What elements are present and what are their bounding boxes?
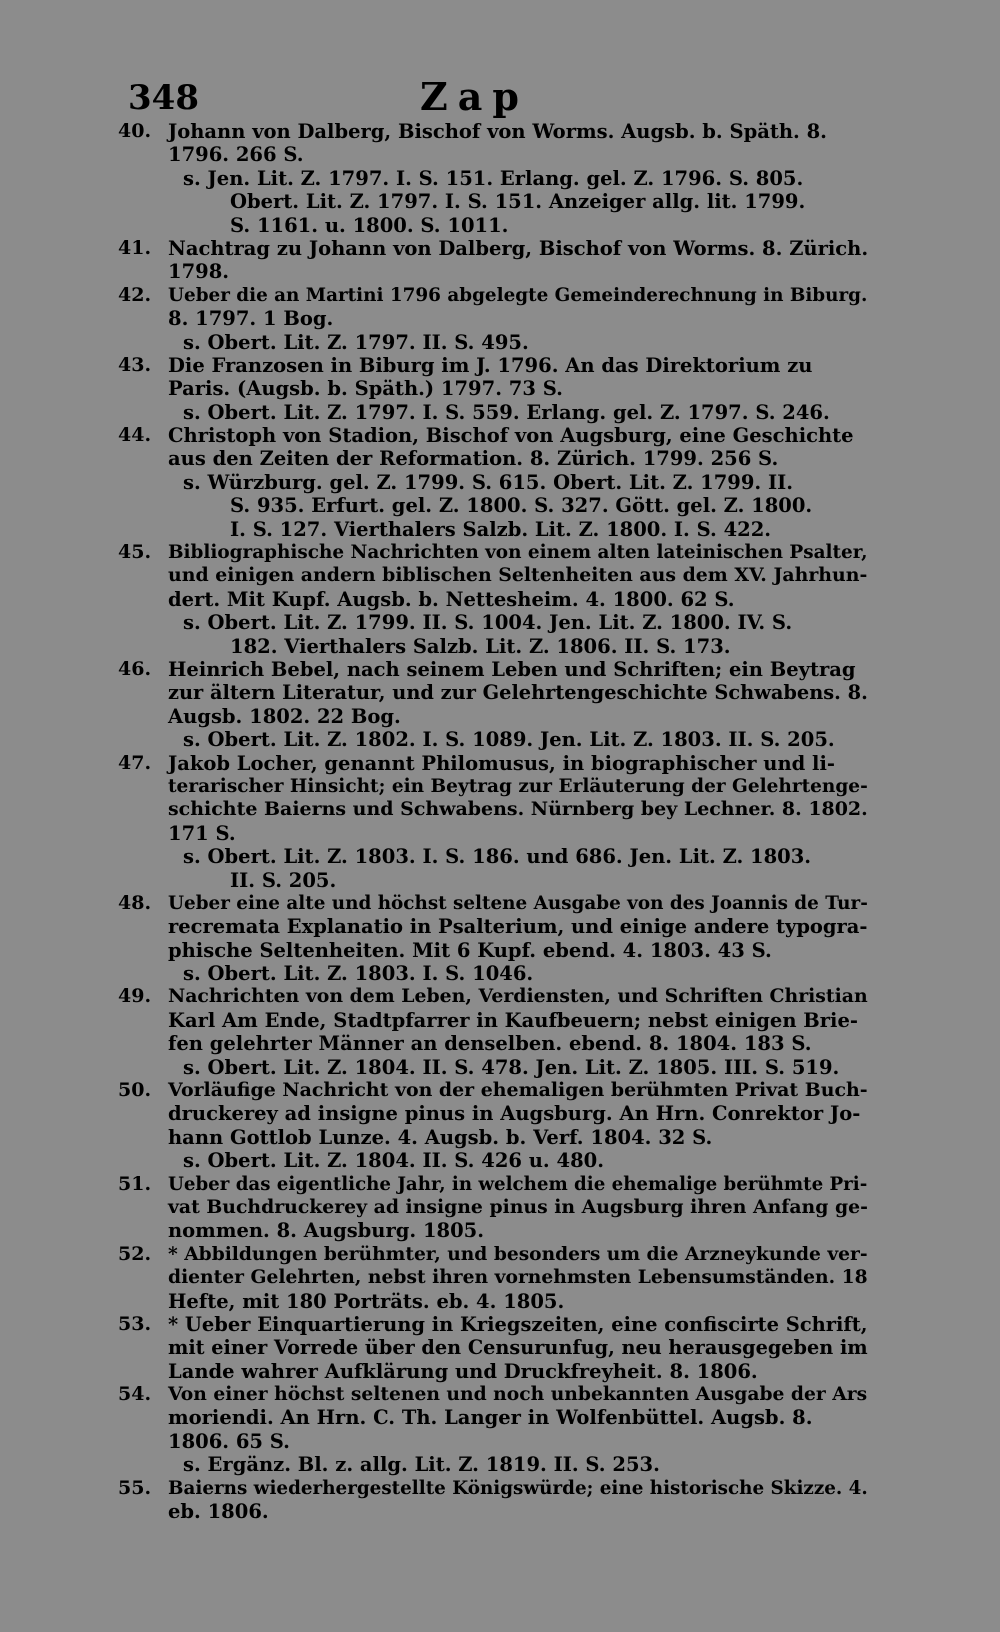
entry-number: 51. bbox=[118, 1172, 152, 1195]
entry-text-line: terarischer Hinsicht; ein Beytrag zur Erläuterung der Gelehrtenge- bbox=[168, 775, 868, 797]
entry-text-line: * Ueber Einquartierung in Kriegszeiten, eine confiscirte Schrift, bbox=[168, 1312, 868, 1336]
bibliography-entry bbox=[0, 424, 1000, 541]
page-number: 348 bbox=[128, 78, 199, 118]
entry-number: 42. bbox=[118, 283, 152, 306]
bibliography-entry bbox=[0, 658, 1000, 752]
bibliography-entry bbox=[0, 892, 1000, 986]
entry-number: 41. bbox=[118, 236, 152, 259]
entry-text-line: Lande wahrer Aufklärung und Druckfreyheit. 8. 1806. bbox=[168, 1359, 758, 1383]
bibliography-entry bbox=[0, 752, 1000, 892]
entry-text-line: 1798. bbox=[168, 260, 230, 284]
entry-text-line: 8. 1797. 1 Bog. bbox=[168, 307, 334, 331]
entry-reference-line: s. Obert. Lit. Z. 1802. I. S. 1089. Jen. Lit. Z. 1803. II. S. 205. bbox=[183, 728, 835, 752]
entry-text-line: Hefte, mit 180 Porträts. eb. 4. 1805. bbox=[168, 1289, 565, 1313]
entry-reference-line: s. Obert. Lit. Z. 1803. I. S. 1046. bbox=[183, 962, 534, 986]
entry-text-line: dert. Mit Kupf. Augsb. b. Nettesheim. 4. 1800. 62 S. bbox=[168, 587, 735, 611]
entry-text-line: Nachtrag zu Johann von Dalberg, Bischof von Worms. 8. Zürich. bbox=[168, 236, 869, 260]
entry-number: 40. bbox=[118, 120, 152, 142]
entry-reference-line: s. Obert. Lit. Z. 1804. II. S. 478. Jen. Lit. Z. 1805. III. S. 519. bbox=[183, 1055, 840, 1079]
entry-reference-line: II. S. 205. bbox=[230, 868, 337, 892]
entry-reference-line: S. 1161. u. 1800. S. 1011. bbox=[230, 213, 509, 237]
bibliography-entry bbox=[0, 120, 1000, 237]
entry-text-line: phische Seltenheiten. Mit 6 Kupf. ebend. 4. 1803. 43 S. bbox=[168, 938, 772, 962]
bibliography-entry bbox=[0, 985, 1000, 1079]
entry-text-line: dienter Gelehrten, nebst ihren vornehmsten Lebensumständen. 18 bbox=[168, 1266, 868, 1289]
entry-text-line: Augsb. 1802. 22 Bog. bbox=[168, 704, 401, 728]
entry-text-line: druckerey ad insigne pinus in Augsburg. An Hrn. Conrektor Jo- bbox=[168, 1102, 861, 1126]
entry-text-line: 1796. 266 S. bbox=[168, 143, 304, 167]
entry-reference-line: s. Obert. Lit. Z. 1799. II. S. 1004. Jen. Lit. Z. 1800. IV. S. bbox=[183, 611, 793, 635]
bibliography-entry bbox=[0, 1079, 1000, 1173]
entry-text-line: Ueber das eigentliche Jahr, in welchem die ehemalige berühmte Pri- bbox=[168, 1173, 868, 1195]
entry-text-line: Baierns wiederhergestellte Königswürde; eine historische Skizze. 4. bbox=[168, 1477, 868, 1499]
entry-number: 49. bbox=[118, 985, 152, 1008]
entry-number: 43. bbox=[118, 353, 152, 376]
entry-reference-line: s. Obert. Lit. Z. 1797. I. S. 559. Erlang. gel. Z. 1797. S. 246. bbox=[183, 400, 830, 424]
bibliography-entry bbox=[0, 237, 1000, 284]
entry-text-line: Von einer höchst seltenen und noch unbekannten Ausgabe der Ars bbox=[168, 1383, 868, 1406]
entry-text-line: vat Buchdruckerey ad insigne pinus in Augsburg ihren Anfang ge- bbox=[168, 1195, 868, 1218]
entry-text-line: Ueber eine alte und höchst seltene Ausgabe von des Joannis de Tur- bbox=[168, 892, 868, 914]
entry-number: 46. bbox=[118, 657, 152, 680]
entry-text-line: * Abbildungen berühmter, und besonders um die Arzneykunde ver- bbox=[168, 1242, 868, 1265]
bibliography-entry bbox=[0, 541, 1000, 658]
entry-number: 47. bbox=[118, 751, 152, 774]
entry-text-line: Heinrich Bebel, nach seinem Leben und Schriften; ein Beytrag bbox=[168, 657, 856, 681]
entry-reference-line: s. Jen. Lit. Z. 1797. I. S. 151. Erlang. gel. Z. 1796. S. 805. bbox=[183, 166, 804, 190]
entry-reference-line: s. Obert. Lit. Z. 1797. II. S. 495. bbox=[183, 330, 529, 354]
running-head: Zap bbox=[420, 74, 529, 119]
entry-text-line: Bibliographische Nachrichten von einem alten lateinischen Psalter, bbox=[168, 542, 868, 564]
bibliography-entry bbox=[0, 1173, 1000, 1243]
entry-text-line: Christoph von Stadion, Bischof von Augsburg, eine Geschichte bbox=[168, 424, 854, 448]
entry-text-line: fen gelehrter Männer an denselben. ebend. 8. 1804. 183 S. bbox=[168, 1032, 812, 1056]
entry-text-line: und einigen andern biblischen Seltenheiten aus dem XV. Jahrhun- bbox=[168, 564, 868, 587]
entry-text-line: Ueber die an Martini 1796 abgelegte Gemeinderechnung in Biburg. bbox=[168, 284, 868, 306]
entry-text-line: 1806. 65 S. bbox=[168, 1429, 290, 1453]
entry-number: 50. bbox=[118, 1079, 152, 1102]
entry-text-line: hann Gottlob Lunze. 4. Augsb. b. Verf. 1804. 32 S. bbox=[168, 1125, 713, 1149]
entry-text-line: Vorläufige Nachricht von der ehemaligen berühmten Privat Buch- bbox=[168, 1079, 868, 1102]
bibliography-entries bbox=[0, 120, 1000, 1523]
entry-text-line: moriendi. An Hrn. C. Th. Langer in Wolfenbüttel. Augsb. 8. bbox=[168, 1406, 813, 1430]
bibliography-entry bbox=[0, 1383, 1000, 1477]
entry-text-line: aus den Zeiten der Reformation. 8. Zürich. 1799. 256 S. bbox=[168, 447, 779, 471]
entry-text-line: recremata Explanatio in Psalterium, und einige andere typogra- bbox=[168, 915, 868, 939]
entry-text-line: Johann von Dalberg, Bischof von Worms. Augsb. b. Späth. 8. bbox=[168, 120, 827, 143]
entry-text-line: nommen. 8. Augsburg. 1805. bbox=[168, 1219, 485, 1243]
entry-text-line: eb. 1806. bbox=[168, 1500, 269, 1524]
entry-text-line: Die Franzosen in Biburg im J. 1796. An das Direktorium zu bbox=[168, 353, 813, 377]
entry-reference-line: s. Würzburg. gel. Z. 1799. S. 615. Obert. Lit. Z. 1799. II. bbox=[183, 470, 794, 494]
entry-text-line: Nachrichten von dem Leben, Verdiensten, und Schriften Christian bbox=[168, 985, 868, 1008]
entry-reference-line: I. S. 127. Vierthalers Salzb. Lit. Z. 1800. I. S. 422. bbox=[230, 517, 772, 541]
bibliography-entry bbox=[0, 1477, 1000, 1524]
entry-number: 53. bbox=[118, 1312, 152, 1335]
entry-text-line: Paris. (Augsb. b. Späth.) 1797. 73 S. bbox=[168, 377, 563, 401]
entry-number: 48. bbox=[118, 891, 152, 914]
entry-number: 44. bbox=[118, 424, 152, 447]
entry-reference-line: s. Obert. Lit. Z. 1803. I. S. 186. und 686. Jen. Lit. Z. 1803. bbox=[183, 845, 812, 869]
bibliography-entry bbox=[0, 1313, 1000, 1383]
entry-text-line: Jakob Locher, genannt Philomusus, in biographischer und li- bbox=[168, 751, 835, 775]
entry-text-line: schichte Baierns und Schwabens. Nürnberg bey Lechner. 8. 1802. bbox=[168, 798, 868, 821]
entry-reference-line: s. Obert. Lit. Z. 1804. II. S. 426 u. 480. bbox=[183, 1149, 604, 1173]
entry-reference-line: 182. Vierthalers Salzb. Lit. Z. 1806. II. S. 173. bbox=[230, 634, 731, 658]
entry-reference-line: S. 935. Erfurt. gel. Z. 1800. S. 327. Gött. gel. Z. 1800. bbox=[230, 494, 813, 518]
page-header bbox=[0, 74, 1000, 126]
entry-number: 45. bbox=[118, 541, 152, 564]
entry-text-line: Karl Am Ende, Stadtpfarrer in Kaufbeuern; nebst einigen Brie- bbox=[168, 1008, 858, 1032]
bibliography-entry bbox=[0, 1243, 1000, 1313]
bibliography-entry bbox=[0, 354, 1000, 424]
entry-reference-line: s. Ergänz. Bl. z. allg. Lit. Z. 1819. II. S. 253. bbox=[183, 1453, 660, 1477]
entry-text-line: zur ältern Literatur, und zur Gelehrtengeschichte Schwabens. 8. bbox=[168, 681, 868, 705]
entry-text-line: mit einer Vorrede über den Censurunfug, neu herausgegeben im bbox=[168, 1336, 868, 1360]
entry-number: 54. bbox=[118, 1383, 152, 1406]
entry-number: 55. bbox=[118, 1476, 152, 1499]
entry-text-line: 171 S. bbox=[168, 821, 236, 845]
bibliography-entry bbox=[0, 284, 1000, 354]
entry-number: 52. bbox=[118, 1242, 152, 1265]
entry-reference-line: Obert. Lit. Z. 1797. I. S. 151. Anzeiger allg. lit. 1799. bbox=[230, 190, 806, 214]
